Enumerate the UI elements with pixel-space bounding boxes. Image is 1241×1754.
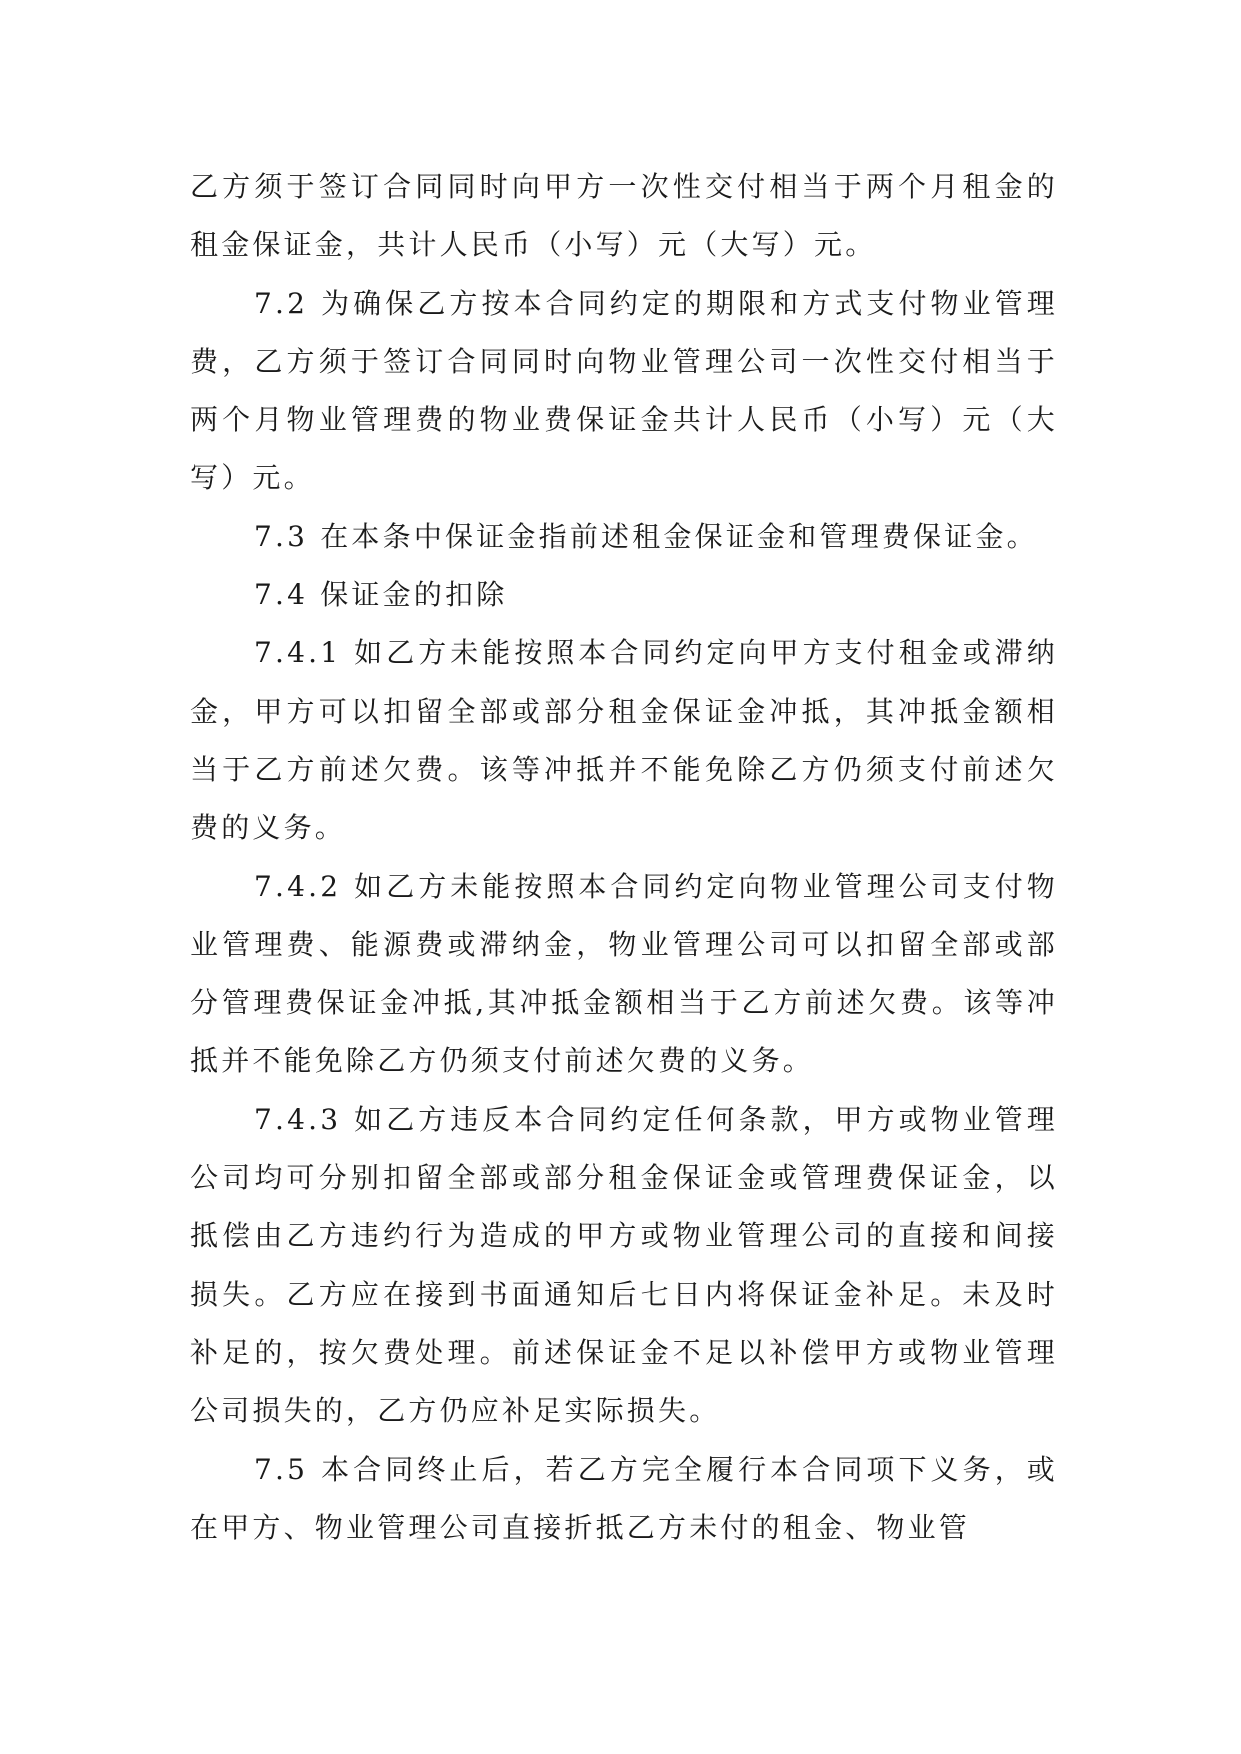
- document-body: [190, 158, 1058, 1557]
- paragraph-clause-7-2: 7.2 为确保乙方按本合同约定的期限和方式支付物业管理费，乙方须于签订合同同时向物业管理公司一次性交付相当于两个月物业管理费的物业费保证金共计人民币（小写）元（大写）元。: [190, 286, 1058, 495]
- paragraph-clause-7-3: 7.3 在本条中保证金指前述租金保证金和管理费保证金。: [254, 519, 1038, 553]
- paragraph-clause-7-4: 7.4 保证金的扣除: [254, 578, 508, 612]
- paragraph-clause-7-4-3: 7.4.3 如乙方违反本合同约定任何条款，甲方或物业管理公司均可分别扣留全部或部分租金保证金或管理费保证金，以抵偿由乙方违约行为造成的甲方或物业管理公司的直接和间接损失。乙方应在接到书面通知后七日内将保证金补足。未及时补足的，按欠费处理。前述保证金不足以补偿甲方或物业管理公司损失的，乙方仍应补足实际损失。: [190, 1102, 1058, 1428]
- paragraph-clause-7-4-1: 7.4.1 如乙方未能按照本合同约定向甲方支付租金或滞纳金，甲方可以扣留全部或部分租金保证金冲抵，其冲抵金额相当于乙方前述欠费。该等冲抵并不能免除乙方仍须支付前述欠费的义务。: [190, 636, 1058, 845]
- paragraph-clause-7-5: 7.5 本合同终止后，若乙方完全履行本合同项下义务，或在甲方、物业管理公司直接折抵乙方未付的租金、物业管: [190, 1452, 1058, 1544]
- paragraph-deposit-continuation: 乙方须于签订合同同时向甲方一次性交付相当于两个月租金的租金保证金，共计人民币（小写）元（大写）元。: [190, 170, 1058, 262]
- paragraph-clause-7-4-2: 7.4.2 如乙方未能按照本合同约定向物业管理公司支付物业管理费、能源费或滞纳金，物业管理公司可以扣留全部或部分管理费保证金冲抵,其冲抵金额相当于乙方前述欠费。该等冲抵并不能免除乙方仍须支付前述欠费的义务。: [190, 869, 1058, 1078]
